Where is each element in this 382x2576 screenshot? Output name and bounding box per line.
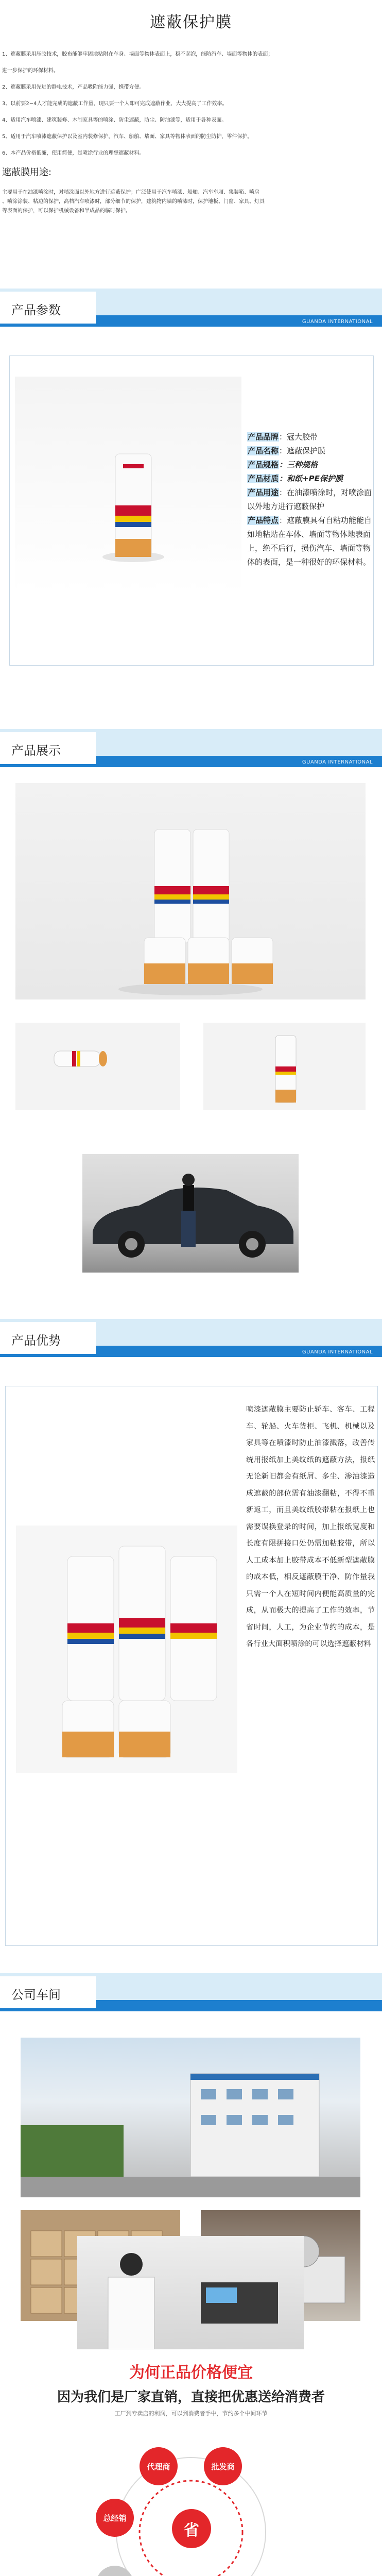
section-header-workshop xyxy=(0,1973,382,2011)
usage-title: 遮蔽膜用途: xyxy=(2,167,52,178)
section-header-display xyxy=(0,729,382,767)
factory-icon xyxy=(21,2038,360,2197)
param-value: ：在油漆喷涂时，对喷涂面以外地方进行遮蔽保护 xyxy=(247,488,372,511)
section-title: 产品参数 xyxy=(11,303,61,317)
intro-text xyxy=(2,46,380,162)
product-photo xyxy=(16,1526,237,1773)
param-value: ：三种规格 xyxy=(279,460,318,469)
intro-line: 4、适用汽车喷漆、建筑装修、木制家具等的喷涂、防尘遮蔽，防尘、防油漆等，适用于各种表面。 xyxy=(2,117,227,123)
param-key: 产品规格 xyxy=(248,460,279,469)
section-subtitle: GUANDA INTERNATIONAL xyxy=(302,1349,373,1355)
promo-subhead: 因为我们是厂家直销，直接把优惠送给消费者 xyxy=(57,2389,325,2405)
section-subtitle: GUANDA INTERNATIONAL xyxy=(302,759,373,765)
param-value: ：遮蔽保护膜 xyxy=(279,446,326,455)
usage-line: 等表面的保护，可以保护机械设备和半成品的临时保护。 xyxy=(2,208,131,214)
param-key: 产品品牌 xyxy=(248,432,279,442)
param-key: 产品特点 xyxy=(248,516,279,525)
usage-line: 主要用于在油漆喷涂时，对喷涂面以外地方进行遮蔽保护；广泛使用于汽车喷漆、船舶、汽车车厢、集装箱、喷房 xyxy=(2,190,259,195)
roll-icon xyxy=(15,1023,180,1110)
intro-line: 进一步保护的环保材料。 xyxy=(2,68,59,74)
intro-line: 3、以前要2~4人才能完成的遮蔽工作量，现只要一个人即可完成遮蔽作业，大大提高了工作效率。 xyxy=(2,101,228,107)
section-subtitle: GUANDA INTERNATIONAL xyxy=(302,319,373,325)
factory-photo xyxy=(21,2038,360,2197)
car-photo xyxy=(82,1154,299,1273)
intro-line: 5、适用于汽车喷漆遮蔽保护以及室内装修保护，汽车、船舶、墙面、家具等物体表面的防尘防护，零件保护。 xyxy=(2,134,253,140)
product-photo-small xyxy=(15,1023,180,1110)
promo-headline: 为何正品价格便宜 xyxy=(129,2364,253,2382)
param-key: 产品用途 xyxy=(248,488,279,497)
param-key: 产品名称 xyxy=(248,446,279,455)
section-header-advantage xyxy=(0,1319,382,1357)
promo-note: 工厂到专卖店的利润，可以到消费者手中，节约多个中间环节 xyxy=(114,2410,268,2417)
promo-node-save: 省 xyxy=(172,2509,211,2548)
params-list xyxy=(247,430,375,569)
param-value: ：冠大胶带 xyxy=(279,432,318,442)
roll-icon xyxy=(15,783,366,999)
promo-node-agent: 代理商 xyxy=(140,2447,178,2485)
section-title: 产品优势 xyxy=(11,1333,61,1348)
product-photo-large xyxy=(15,783,366,999)
product-photo-small xyxy=(203,1023,366,1110)
promo-node-distributor: 总经销 xyxy=(96,2499,134,2537)
roll-icon xyxy=(16,1526,237,1773)
section-title: 产品展示 xyxy=(11,743,61,758)
param-key: 产品材质 xyxy=(248,474,279,483)
usage-line: 、喷涂涂装、粘边的保护，高档汽车喷漆时，部分细节的保护，建筑物内墙的喷漆时，保护地板、门窗、家具、灯具 xyxy=(2,199,265,205)
param-value: ：和纸+PE保护膜 xyxy=(279,474,343,483)
car-icon xyxy=(82,1154,299,1273)
intro-line: 1、遮蔽膜采用压胶技术，胶布能够牢固地粘附在车身、墙面等物体表面上，稳不起泡，能防汽车、墙面等物体的表面； xyxy=(2,52,273,57)
param-value: ：遮蔽膜具有自粘功能能自如地粘贴在车体、墙面等物体地表面上，绝不后行，损伤汽车、墙面等物体的表面，是一种很好的环保材料。 xyxy=(247,516,372,567)
roll-icon xyxy=(15,377,241,593)
roll-icon xyxy=(203,1023,366,1110)
intro-line: 6、本产品价格低廉，使用简便，是喷涂行业的理想遮蔽材料。 xyxy=(2,150,145,156)
page-title: 遮蔽保护膜 xyxy=(150,13,232,31)
promo-node-wholesaler: 批发商 xyxy=(204,2447,242,2485)
section-header-params xyxy=(0,289,382,327)
promo-diagram xyxy=(75,2427,307,2576)
section-title: 公司车间 xyxy=(11,1988,61,2002)
usage-text xyxy=(2,188,380,216)
product-photo xyxy=(15,377,241,593)
lab-photo xyxy=(77,2236,304,2349)
advantage-text: 喷漆遮蔽膜主要防止轿车、客车、工程车、轮船、火车货柜、飞机、机械以及家具等在喷漆时防止油漆溅落，改善传统用报纸加上美纹纸的遮蔽方法，报纸无论新旧都会有纸屑、多尘、渗油漆造成遮蔽的部位需有油漆翻粘，不得不重新返工，而且美纹纸胶带粘在报纸上也需要误换登录的时间，加上报纸宽度和长度有限拼接口处仍需加粘胶带，所以人工成本加上胶带成本不低新型遮蔽膜的成本低，相反遮蔽膜干净、防作量我只需一个人在短时间内便能高质量的完成，从而极大的提高了工作的效率，节省时间，人工，为企业节约的成本，是各行业大面积喷涂的可以选择遮蔽材料 xyxy=(246,1405,375,1648)
lab-icon xyxy=(77,2236,304,2349)
intro-line: 2、遮蔽膜采用先进的静电技术，产品吸附能力强，携带方便。 xyxy=(2,84,145,90)
